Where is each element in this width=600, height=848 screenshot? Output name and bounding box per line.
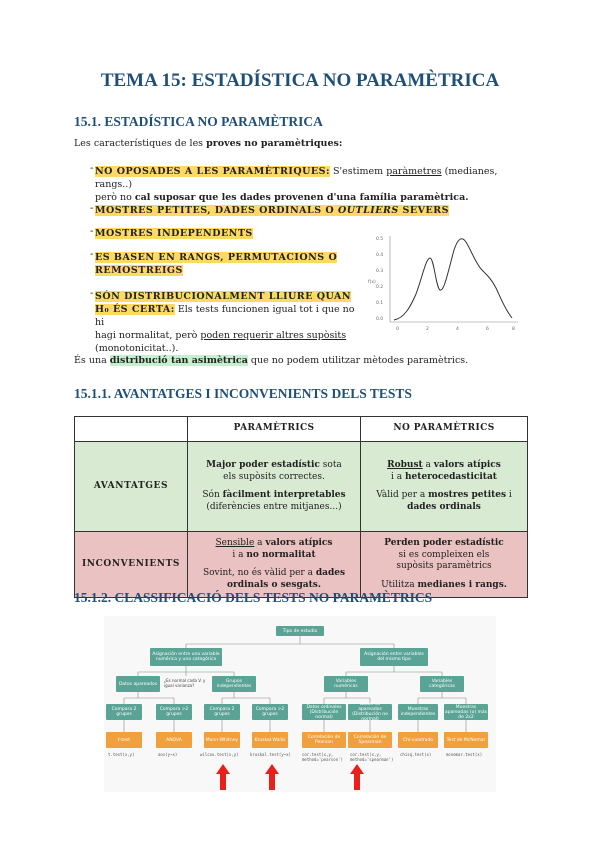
tree-test-node: Correlación de Spearman <box>348 732 392 748</box>
bullet-1-text-c: però no <box>95 192 135 203</box>
tree-root: Tipo de estudio <box>276 626 324 636</box>
tree-test-node: Mann-Whitney <box>204 732 240 748</box>
row-header-advantages: AVANTATGES <box>75 442 188 532</box>
tree-l3-node: Compara >2 grupos <box>156 704 192 720</box>
row-header-disadvantages: INCONVENIENTS <box>75 532 188 598</box>
bullet-2-text-a: MOSTRES PETITES, DADES ORDINALS O <box>95 205 338 216</box>
tree-test-node: Kruskal-Wallis <box>252 732 288 748</box>
comparison-table <box>74 416 528 598</box>
bullet-1-text-d: cal suposar que les dades provenen d'una família paramètrica. <box>134 192 469 203</box>
cell-nonparam-advantages <box>361 442 528 532</box>
nonparam-dis-text-2: supòsits paramètrics <box>396 561 492 571</box>
nonparam-adv-text-1: a <box>422 460 434 470</box>
section-heading-15-1: 15.1. ESTADÍSTICA NO PARAMÈTRICA <box>74 114 323 129</box>
intro-text-b: proves no paramètriques: <box>206 138 343 149</box>
param-dis-text-3: Sovint, no és vàlid per a <box>202 568 316 578</box>
tree-l2-categorical: Variables categóricas <box>420 676 464 692</box>
bullet-4 <box>95 251 337 277</box>
bullet-1-text-a: S'estimem <box>330 166 387 177</box>
tree-test-node: Correlación de Pearson <box>302 732 346 748</box>
tree-code: kruskal.test(y~x) <box>250 752 291 757</box>
tree-l3-node: Compara >2 grupos <box>252 704 288 720</box>
tree-l3-node: Datos no apareados (Distribución no normal) <box>348 704 392 720</box>
y-axis-label: f(x) <box>368 280 376 285</box>
tree-test-node: Chi-cuadrado <box>398 732 438 748</box>
nonparam-adv-bold-4: dades ordinals <box>407 501 481 512</box>
nonparam-adv-bold-2: heterocedasticitat <box>405 471 497 482</box>
tree-test-node: t-test <box>106 732 142 748</box>
tree-l2-numeric: Variables numéricas <box>324 676 368 692</box>
xtick-1: 2 <box>426 327 429 332</box>
bullet-3 <box>95 228 253 239</box>
bullet-4-line-1: ES BASEN EN RANGS, PERMUTACIONS O <box>95 252 338 263</box>
xtick-4: 8 <box>512 327 515 332</box>
tree-l2-paired: Datos apareados <box>116 676 160 692</box>
bullet-5-text-b: hagi normalitat, però <box>95 330 201 341</box>
nonparam-dis-bold-1: Perden poder estadístic <box>384 538 504 548</box>
tree-code: mcnemar.test(x) <box>446 752 483 757</box>
tree-test-node: Test de McNemar <box>444 732 488 748</box>
nonparam-adv-underline: Robust <box>387 460 423 470</box>
param-adv-text-2: els supòsits correctes. <box>223 471 325 482</box>
red-arrow-spearman <box>350 764 364 790</box>
bullet-1-text-b: (medianes, rangs..) <box>95 166 498 190</box>
bullet-2-italic: OUTLIERS <box>337 205 399 216</box>
nonparam-adv-text-4: i <box>506 490 512 500</box>
section-heading-15-1-1: 15.1.1. AVANTATGES I INCONVENIENTS DELS TESTS <box>74 386 412 401</box>
nonparam-dis-text-1: si es compleixen els <box>398 549 490 560</box>
bullet-dash-3: - <box>90 226 94 237</box>
param-adv-text-4: (diferències entre mitjanes...) <box>206 501 342 512</box>
tree-l3-node: Compara 2 grupos <box>204 704 240 720</box>
ytick-1: 0.4 <box>376 253 384 258</box>
bullet-dash-5: - <box>90 288 94 299</box>
col-header-parametrics: PARAMÈTRICS <box>188 417 361 442</box>
xtick-3: 6 <box>486 327 489 332</box>
nonparam-adv-text-2: i a <box>391 471 406 482</box>
page-title: TEMA 15: ESTADÍSTICA NO PARAMÈTRICA <box>100 70 500 91</box>
param-adv-bold-2: fàcilment interpretables <box>222 490 346 500</box>
nonparam-dis-bold-2: medianes i rangs. <box>417 579 507 590</box>
nonparam-adv-text-3: Vàlid per a <box>376 490 429 500</box>
bullet-1 <box>95 165 525 204</box>
bullet-5-underline: poden requerir altres supòsits <box>200 330 347 341</box>
ytick-5: 0.0 <box>376 317 384 322</box>
param-dis-text-1: a <box>254 538 266 548</box>
bullet-2 <box>95 205 449 216</box>
closing-text-c: que no podem utilitzar mètodes paramètrics. <box>247 355 469 366</box>
col-header-nonparametrics: NO PARAMÈTRICS <box>361 417 528 442</box>
tree-l2-independent: Grupos independientes <box>212 676 256 692</box>
tree-l3-node: Muestras apareadas (o) más de 2x2 <box>444 704 488 720</box>
bullet-dash-4: - <box>90 249 94 260</box>
intro-text <box>74 137 342 150</box>
tree-code: chisq.test(x) <box>400 752 432 757</box>
tree-l1-same-type: Asignación entre variables del mismo tipo <box>360 648 428 666</box>
tree-l3-node: Compara 2 grupos <box>106 704 142 720</box>
param-dis-bold-4: ordinals o sesgats. <box>227 579 321 590</box>
param-adv-text-1: sota <box>319 460 342 470</box>
nonparam-adv-bold-1: valors atípics <box>433 460 501 470</box>
tree-l2-normality-text: ¿Es normal cada V. y igual varianza? <box>164 678 206 688</box>
bullet-1-underline: paràmetres <box>386 166 442 177</box>
tree-code: cor.test(x,y, method='pearson') <box>302 752 343 762</box>
param-adv-bold-1: Major poder estadístic <box>206 460 320 470</box>
ytick-4: 0.1 <box>376 301 384 306</box>
tree-l3-node: Muestras independientes <box>398 704 438 720</box>
ytick-3: 0.2 <box>376 285 384 290</box>
tree-code: cor.test(x,y, method='spearman') <box>350 752 394 762</box>
tree-code: t.test(x,y) <box>108 752 135 757</box>
bullet-5 <box>95 290 365 355</box>
tree-l1-numeric-categorical: Asignación entre una variable numérica y una categórica <box>150 648 222 666</box>
ytick-2: 0.3 <box>376 269 384 274</box>
bullet-5-line-1: SÓN DISTRIBUCIONALMENT LLIURE QUAN <box>95 291 352 302</box>
bullet-5-line-2: H₀ ÉS CERTA: <box>95 304 175 315</box>
param-dis-bold-2: no normalitat <box>246 549 316 560</box>
bullet-dash-2: - <box>90 203 94 214</box>
ytick-0: 0.5 <box>376 237 384 242</box>
bullet-2-highlight <box>95 205 449 216</box>
cell-param-disadvantages <box>188 532 361 598</box>
param-dis-bold-3: dades <box>315 568 346 578</box>
table-corner <box>75 417 188 442</box>
param-dis-text-2: i a <box>232 549 247 560</box>
bullet-4-line-2: REMOSTREIGS <box>95 265 183 276</box>
bullet-dash-1: - <box>90 163 94 174</box>
bullet-5-text-a: Els tests funcionen igual tot i que no hi <box>95 304 355 328</box>
red-arrow-kruskal-wallis <box>265 764 279 790</box>
tree-test-node: ANOVA <box>156 732 192 748</box>
param-dis-bold-1: valors atípics <box>265 538 333 548</box>
density-curve <box>394 239 512 320</box>
decision-tree <box>104 616 496 792</box>
density-plot <box>366 228 526 340</box>
cell-nonparam-disadvantages <box>361 532 528 598</box>
xtick-0: 0 <box>396 327 399 332</box>
nonparam-dis-text-3: Utilitza <box>381 579 418 590</box>
bullet-3-highlight: MOSTRES INDEPENDENTS <box>95 228 253 239</box>
cell-param-advantages <box>188 442 361 532</box>
param-dis-underline: Sensible <box>215 538 255 548</box>
intro-text-a: Les característiques de les <box>74 138 207 149</box>
xtick-2: 4 <box>456 327 459 332</box>
param-adv-text-3: Són <box>202 490 223 500</box>
tree-code: aov(y~x) <box>158 752 178 757</box>
closing-text <box>74 354 468 367</box>
closing-text-a: És una <box>74 355 110 366</box>
section-heading-15-1-2: 15.1.2. CLASSIFICACIÓ DELS TESTS NO PARAMÈTRICS <box>74 590 433 605</box>
bullet-1-highlight: NO OPOSADES A LES PARAMÈTRIQUES: <box>95 166 331 177</box>
bullet-2-text-b: SEVERS <box>398 205 449 216</box>
closing-text-highlight: distribució tan asimètrica <box>109 355 248 366</box>
nonparam-adv-bold-3: mostres petites <box>428 490 507 500</box>
red-arrow-mann-whitney <box>216 764 230 790</box>
tree-l3-node: Datos ordinales (Distribución normal) <box>302 704 346 720</box>
tree-code: wilcox.test(x,y) <box>200 752 239 757</box>
bullet-5-text-c: (monotonicitat..). <box>95 343 179 354</box>
